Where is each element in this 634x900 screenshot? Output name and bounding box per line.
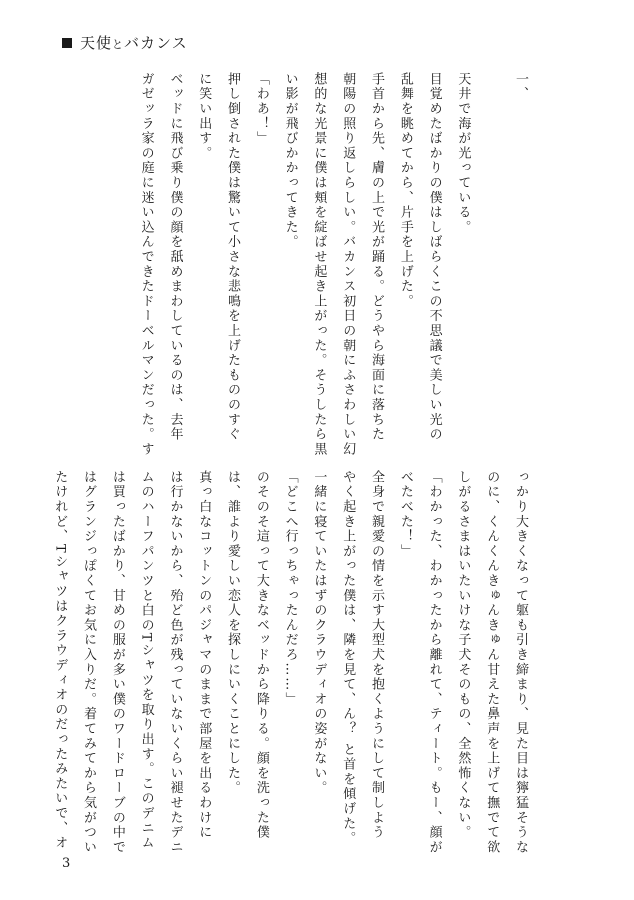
text-line: 乱舞を眺めてから、片手を上げた。 bbox=[397, 72, 413, 309]
text-line: ムのハーフパンツと白のTシャツを取り出す。このデニム bbox=[138, 470, 154, 851]
text-line: 想的な光景に僕は頬を綻ばせ起き上がった。そうしたら黒 bbox=[311, 72, 327, 457]
text-line: 「わかった、わかったから離れて、ティート。もー、顔が bbox=[426, 470, 442, 855]
text-line: は行かないから、殆ど色が残っていないくらい褪せたデニ bbox=[167, 470, 183, 855]
text-line: 手首から先、膚の上で光が踊る。どうやら海面に落ちた bbox=[369, 72, 385, 442]
header-title-part2: バカンス bbox=[124, 34, 188, 52]
page-number: 3 bbox=[62, 856, 71, 871]
text-line bbox=[476, 72, 505, 460]
text-line: に笑い出す。 bbox=[196, 72, 212, 161]
text-line: 朝陽の照り返しらしい。バカンス初日の朝にふさわしい幻 bbox=[340, 72, 356, 457]
text-line: 全身で親愛の情を示す大型犬を抱くようにして制しよう bbox=[369, 470, 385, 840]
chapter-heading: 一、 bbox=[513, 72, 528, 102]
text-line: ガゼッラ家の庭に迷い込んできたドーベルマンだった。す bbox=[138, 72, 154, 457]
text-line: 「どこへ行っちゃったんだろ……」 bbox=[282, 470, 298, 707]
text-line: は、誰より愛しい恋人を探しにいくことにした。 bbox=[225, 470, 241, 796]
text-line: のに、くんくんきゅんきゅん甘えた鼻声を上げて撫でて欲 bbox=[484, 470, 500, 855]
running-header bbox=[62, 32, 188, 53]
square-bullet-icon bbox=[62, 38, 72, 48]
text-line: べたべた！」 bbox=[397, 470, 413, 559]
header-title-part1: 天使 bbox=[80, 34, 113, 52]
text-line: 目覚めたばかりの僕はしばらくこの不思議で美しい光の bbox=[426, 72, 442, 442]
bottom-text-block bbox=[52, 470, 534, 870]
text-line: のそのそ這って大きなベッドから降りる。顔を洗った僕 bbox=[253, 470, 269, 840]
text-line: っかり大きくなって躯も引き締まり、見た目は獰猛そうな bbox=[513, 470, 528, 855]
text-line: たけれど、Tシャツはクラウディオのだったみたいで、オ bbox=[52, 470, 68, 851]
text-line: 真っ白なコットンのパジャマのままで部屋を出るわけに bbox=[196, 470, 212, 840]
text-line: 天井で海が光っている。 bbox=[455, 72, 471, 235]
header-title-particle: と bbox=[112, 38, 125, 51]
text-line: しがるさまはいたいけな子犬そのもの、全然怖くない。 bbox=[455, 470, 471, 840]
text-line: ベッドに飛び乗り僕の顔を舐めまわしているのは、去年 bbox=[167, 72, 183, 442]
text-line: 押し倒された僕は驚いて小さな悲鳴を上げたもののすぐ bbox=[225, 72, 241, 442]
text-line: やく起き上がった僕は、隣を見て、ん？ と首を傾げた。 bbox=[340, 470, 356, 846]
text-line: 一緒に寝ていたはずのクラウディオの姿がない。 bbox=[311, 470, 327, 796]
text-line: は買ったばかり、甘めの服が多い僕のワードローブの中で bbox=[109, 470, 125, 855]
text-line: 「わあ！」 bbox=[253, 72, 269, 146]
text-line: い影が飛びかかってきた。 bbox=[282, 72, 298, 250]
text-line: はグランジっぽくてお気に入りだ。着てみてから気がつい bbox=[81, 470, 97, 855]
top-text-block bbox=[64, 72, 534, 460]
